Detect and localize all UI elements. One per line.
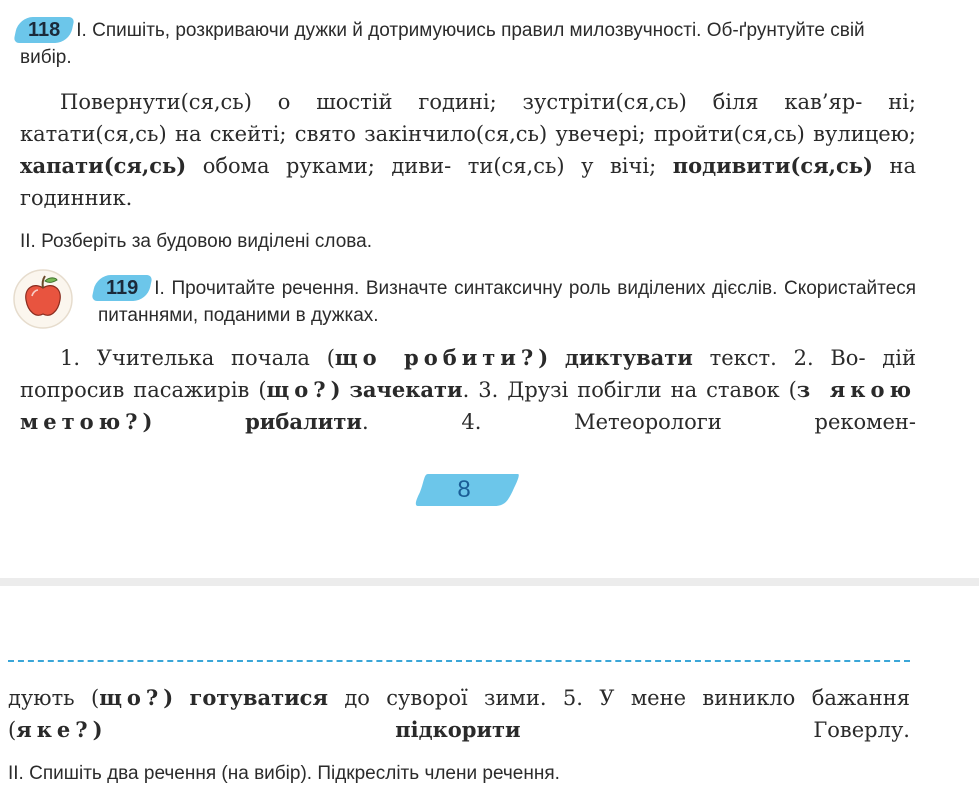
ex118-line3: пройти(ся,сь) вулицею; (653, 122, 916, 146)
q5-question: яке? (16, 717, 93, 742)
verb-2: зачекати (349, 377, 463, 402)
ex119-task1: I. Прочитайте речення. Визначте синтаксичну роль виділених дієслів. Скористайтеся питаннями, поданими в дужках. (98, 278, 916, 326)
verb-1: диктувати (564, 345, 693, 370)
s5-start: бажання ( (8, 686, 910, 742)
verb-4: готуватися (189, 685, 328, 710)
ex119-number: 119 (98, 274, 148, 302)
ex119-task2: II. Спишіть два речення (на вибір). Підкресліть члени речення. (8, 763, 560, 784)
ex118-number: 118 (20, 16, 70, 44)
s4-start: дують ( (8, 686, 100, 710)
ex118-task1: I. Спишіть, розкриваючи дужки й дотримуючись правил милозвучності. Об-ґрунтуйте свій вибір. (20, 20, 865, 68)
q2-question: що? (266, 377, 331, 402)
page-number (414, 472, 520, 508)
s3-end: . 4. Метеорологи рекомен- (361, 410, 916, 434)
ex118-task2: II. Розберіть за будовою виділені слова. (20, 231, 372, 252)
page-number-label: 8 (457, 476, 471, 503)
q1-question: що робити? (334, 345, 539, 370)
q2-close: ) (330, 377, 341, 402)
q4-question: що? (99, 685, 164, 710)
s4-end: до суворої зими. 5. У мене виникло (344, 686, 796, 710)
ex119-text-top (20, 342, 916, 438)
ex119-instruction (98, 274, 916, 329)
ex118-bold-word1: хапати(ся,сь) (20, 153, 187, 178)
s2-start: дій попросив пасажирів ( (20, 346, 916, 402)
verb-3: рибалити (245, 409, 362, 434)
page-separator (0, 578, 979, 586)
ex118-line4b: на годинник. (20, 154, 916, 210)
ex118-line4: ти(ся,сь) у вічі; (467, 154, 657, 178)
ex118-bold-word2: подивити(ся,сь) (672, 153, 873, 178)
s1-end: текст. 2. Во- (709, 346, 866, 370)
q5-close: ) (92, 717, 103, 742)
apple-icon (12, 268, 74, 330)
ex118-line3b: обома руками; диви- (202, 154, 452, 178)
q1-close: ) (538, 345, 549, 370)
ex118-text (20, 86, 916, 214)
q4-close: ) (163, 685, 174, 710)
verb-5: підкорити (395, 717, 521, 742)
ex119-text-bottom (8, 682, 910, 746)
s5-end: Говерлу. (813, 718, 910, 742)
ex118-instruction (20, 16, 920, 71)
ex118-line2: ні; катати(ся,сь) на скейті; свято закінчило(ся,сь) увечері; (20, 90, 916, 146)
ex118-line1: Повернути(ся,сь) о шостій годині; зустріти(ся,сь) біля кав’яр- (60, 90, 863, 114)
s3-start: ставок ( (706, 378, 797, 402)
s2-end: . 3. Друзі побігли на (462, 378, 698, 402)
s1-start: 1. Учителька почала ( (60, 346, 335, 370)
q3-close: ) (142, 409, 153, 434)
dashed-divider (8, 660, 910, 662)
q3-question: з якою метою? (20, 377, 916, 434)
